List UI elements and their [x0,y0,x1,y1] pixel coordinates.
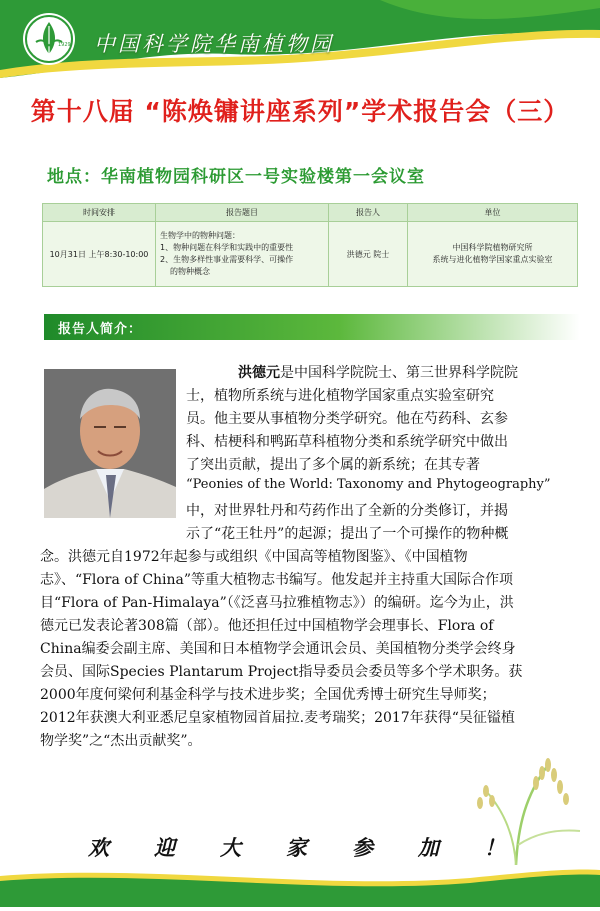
bio-line: 目“Flora of Pan-Himalaya”（《泛喜马拉雅植物志》）的编研。迄今为止，洪 [40,595,514,611]
col-time-header: 时间安排 [43,204,156,222]
welcome-char: 迎 [154,835,175,860]
bio-line: 士，植物所系统与进化植物学国家重点实验室研究 [186,388,494,404]
speaker-portrait-icon [44,369,176,518]
bio-line: 物学奖”之“杰出贡献奖”。 [40,733,202,749]
schedule-row [43,222,578,287]
speaker-name: 洪德元 [238,365,280,381]
bio-line: 志》、“Flora of China”等重大植物志书编写。他发起并主持重大国际合作项 [40,572,514,588]
bio-line: 2000年度何梁何利基金科学与技术进步奖；全国优秀博士研究生导师奖； [40,687,496,703]
svg-text:1929: 1929 [58,42,71,48]
topic-line: 1、物种问题在科学和实践中的重要性 [160,243,294,252]
schedule-unit [408,222,578,287]
organization-name: 中国科学院华南植物园 [94,32,334,56]
bio-line: 德元已发表论著308篇（部）。他还担任过中国植物学会理事长、Flora of [40,618,494,634]
bio-line: 了突出贡献，提出了多个属的新系统；在其专著 [186,457,480,473]
bio-line: “Peonies of the World: Taxonomy and Phytogeography” [186,477,551,492]
bio-line: 会员、国际Species Plantarum Project指导委员会委员等多个学术职务。获 [40,664,523,680]
bio-line: 念。洪德元自1972年起参与或组织《中国高等植物图鉴》、《中国植物 [40,549,468,565]
bio-line: 示了“花王牡丹”的起源；提出了一个可操作的物种概 [186,526,509,542]
schedule-time: 10月31日 上午8:30-10:00 [43,222,156,287]
welcome-char: 大 [220,835,241,860]
poster-title: 第十八届 “陈焕镛讲座系列”学术报告会（三） [30,97,570,126]
schedule-topic [156,222,329,287]
bio-line: China编委会副主席、美国和日本植物学会通讯会员、美国植物分类学会终身 [40,641,516,657]
bio-line: 洪德元是中国科学院院士、第三世界科学院院 [238,365,518,381]
welcome-char: ！ [484,835,505,860]
col-topic-header: 报告题目 [156,204,329,222]
bio-line: 科、桔梗科和鸭跖草科植物分类和系统学研究中做出 [186,434,508,450]
unit-line: 系统与进化植物学国家重点实验室 [432,255,553,264]
garden-logo-icon [22,12,76,66]
bio-line: 员。他主要从事植物分类学研究。他在芍药科、玄参 [186,411,508,427]
welcome-char: 家 [286,835,307,860]
col-speaker-header: 报告人 [329,204,408,222]
schedule-header-row [43,204,578,222]
poster-footer [0,866,600,907]
intro-label: 报告人简介： [58,322,143,337]
topic-line: 生物学中的物种问题： [160,231,240,240]
topic-line: 的物种概念 [170,267,210,276]
welcome-char: 加 [418,835,439,860]
schedule-table [42,203,578,287]
welcome-message [88,832,508,862]
welcome-char: 参 [352,835,373,860]
venue-location: 地点：华南植物园科研区一号实验楼第一会议室 [47,167,425,187]
unit-line: 中国科学院植物研究所 [452,243,533,252]
topic-line: 2、生物多样性事业需要科学、可操作 [160,255,294,264]
col-unit-header: 单位 [408,204,578,222]
schedule-speaker: 洪德元 院士 [329,222,408,287]
bio-line: 2012年获澳大利亚悉尼皇家植物园首届拉.麦考瑞奖；2017年获得“吴征镒植 [40,710,515,726]
welcome-char: 欢 [88,835,109,860]
bio-line: 中，对世界牡丹和芍药作出了全新的分类修订，并揭 [186,503,508,519]
poster-header [0,0,600,78]
